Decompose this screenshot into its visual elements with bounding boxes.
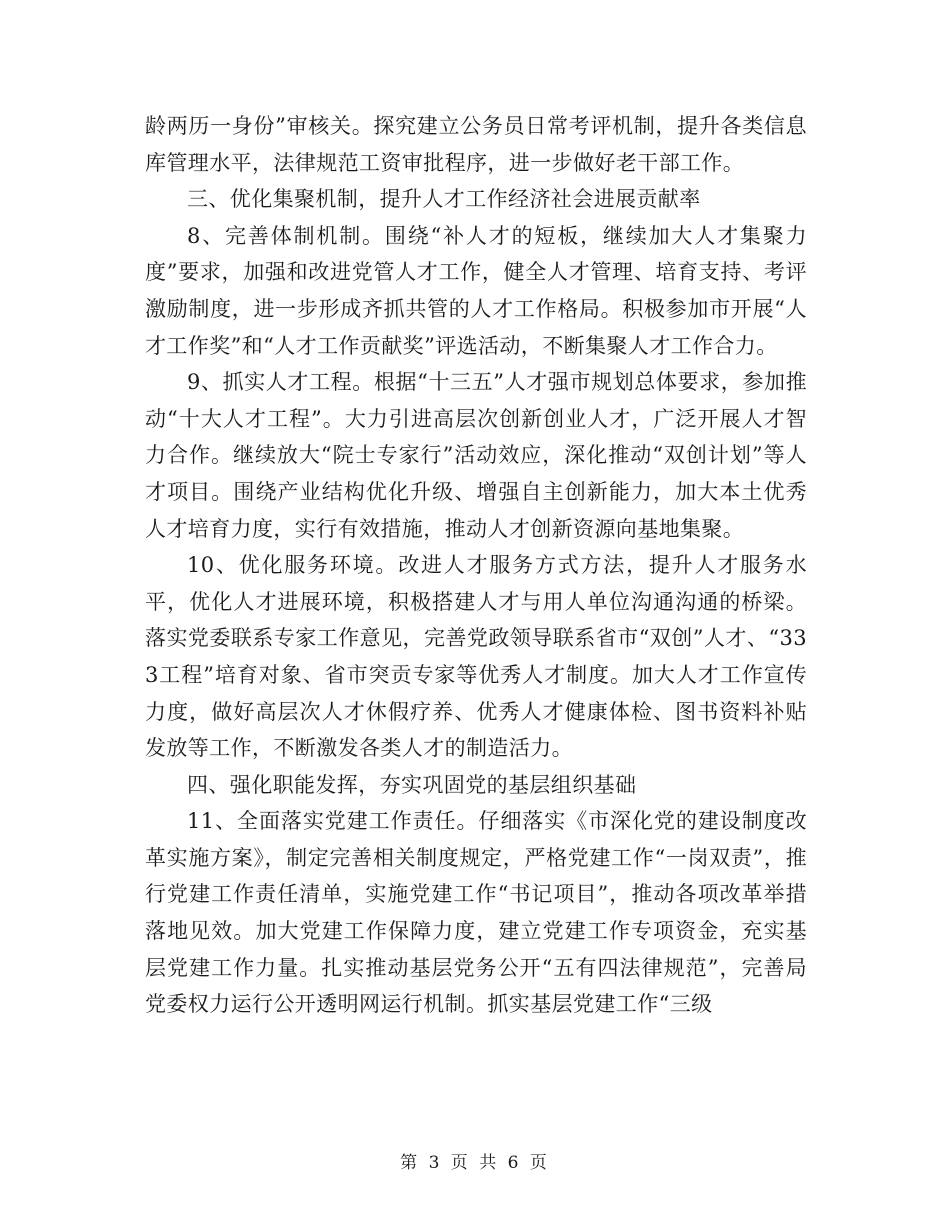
paragraph-item-11: 11、全面落实党建工作责任。仔细落实《市深化党的建设制度改革实施方案》，制定完善相关制度规定，严格党建工作“一岗双责”，推行党建工作责任清单，实施党建工作“书记项目”，推动各项改革举措落地见效。加大党建工作保障力度，建立党建工作专项资金，充实基层党建工作力量。扎实推动基层党务公开“五有四法律规范”，完善局党委权力运行公开透明网运行机制。抓实基层党建工作“三级: [145, 809, 807, 1017]
paragraph-continuation: 龄两历一身份”审核关。探究建立公务员日常考评机制，提升各类信息库管理水平，法律规范工资审批程序，进一步做好老干部工作。: [145, 114, 807, 175]
paragraph-item-10: 10、优化服务环境。改进人才服务方式方法，提升人才服务水平，优化人才进展环境，积极搭建人才与用人单位沟通沟通的桥梁。落实党委联系专家工作意见，完善党政领导联系省市“双创”人才、“333工程”培育对象、省市突贡专家等优秀人才制度。加大人才工作宣传力度，做好高层次人才休假疗养、优秀人才健康体检、图书资料补贴发放等工作，不断激发各类人才的制造活力。: [145, 553, 807, 761]
paragraph-item-9: 9、抓实人才工程。根据“十三五”人才强市规划总体要求，参加推动“十大人才工程”。大力引进高层次创新创业人才，广泛开展人才智力合作。继续放大“院士专家行”活动效应，深化推动“双创计划”等人才项目。围绕产业结构优化升级、增强自主创新能力，加大本土优秀人才培育力度，实行有效措施，推动人才创新资源向基地集聚。: [145, 370, 807, 541]
section-heading-4: 四、强化职能发挥，夯实巩固党的基层组织基础: [187, 772, 637, 797]
document-body: [145, 108, 807, 1023]
paragraph-item-8: 8、完善体制机制。围绕“补人才的短板，继续加大人才集聚力度”要求，加强和改进党管人才工作，健全人才管理、培育支持、考评激励制度，进一步形成齐抓共管的人才工作格局。积极参加市开展“人才工作奖”和“人才工作贡献奖”评选活动，不断集聚人才工作合力。: [145, 223, 807, 358]
section-heading-3: 三、优化集聚机制，提升人才工作经济社会进展贡献率: [187, 187, 701, 212]
page-footer: 第 3 页 共 6 页: [400, 1153, 550, 1173]
